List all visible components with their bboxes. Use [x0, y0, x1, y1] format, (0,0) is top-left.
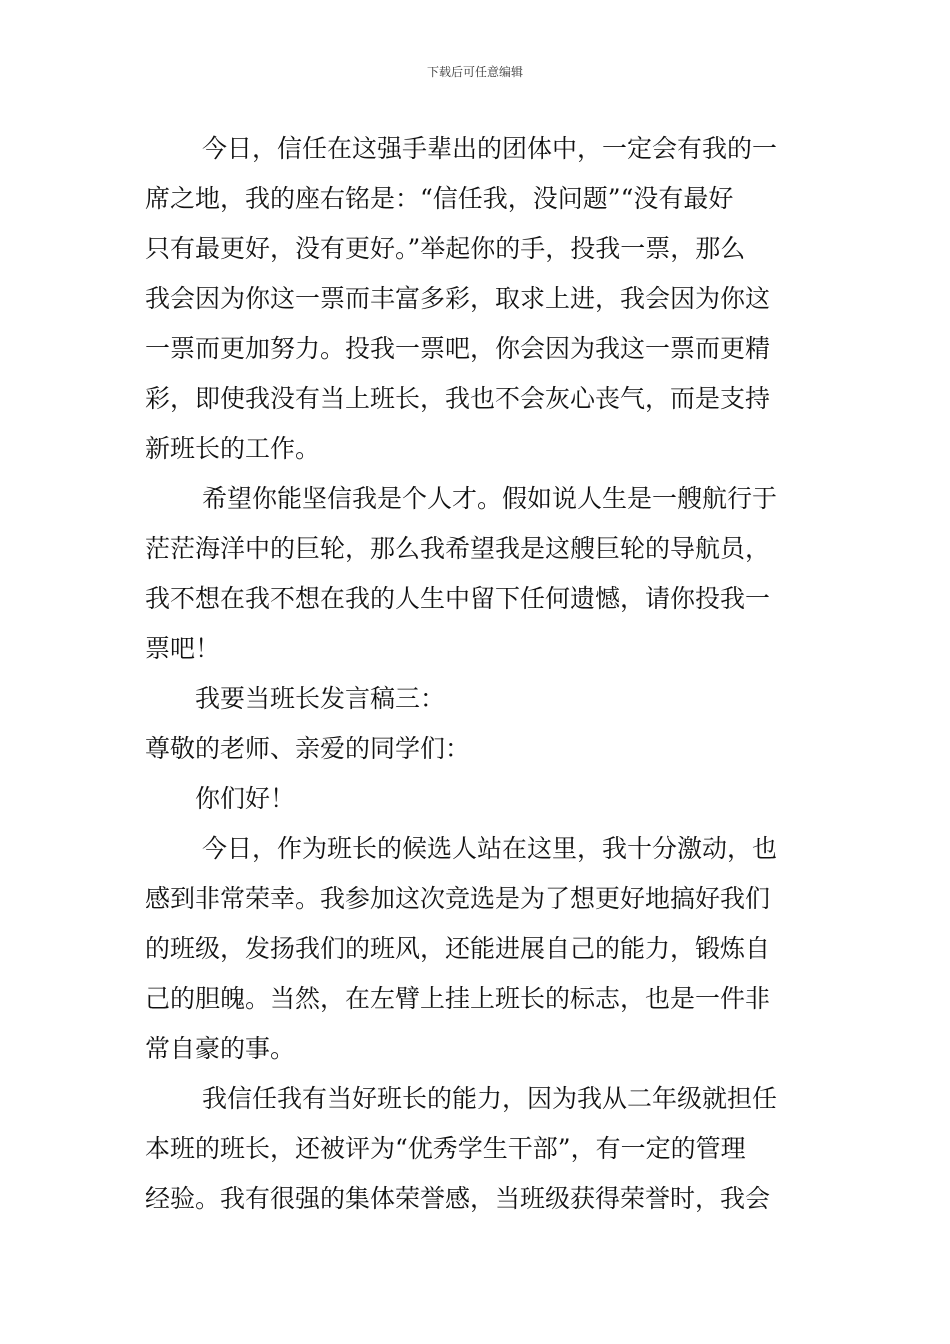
- salutation: 尊敬的老师、亲爱的同学们：: [145, 734, 471, 763]
- paragraph-line: 一票而更加努力。投我一票吧，你会因为我这一票而更精: [145, 334, 771, 363]
- paragraph-line: 席之地，我的座右铭是：“信任我，没问题”“没有最好: [145, 184, 734, 213]
- document-body: [145, 124, 805, 1224]
- paragraph-line: 本班的班长，还被评为“优秀学生干部”，有一定的管理: [145, 1134, 746, 1163]
- paragraph-line: 希望你能坚信我是个人才。假如说人生是一艘航行于: [202, 484, 778, 513]
- paragraph-line: 常自豪的事。: [145, 1034, 296, 1063]
- paragraph-line: 彩，即使我没有当上班长，我也不会灰心丧气，而是支持: [145, 384, 771, 413]
- paragraph-line: 经验。我有很强的集体荣誉感，当班级获得荣誉时，我会: [145, 1184, 771, 1213]
- paragraph-line: 的班级，发扬我们的班风，还能进展自己的能力，锻炼自: [145, 934, 771, 963]
- paragraph-line: 我不想在我不想在我的人生中留下任何遗憾，请你投我一: [145, 584, 771, 613]
- section-title: 我要当班长发言稿三：: [195, 684, 446, 713]
- paragraph-line: 今日，信任在这强手辈出的团体中，一定会有我的一: [202, 134, 778, 163]
- paragraph-line: 感到非常荣幸。我参加这次竞选是为了想更好地搞好我们: [145, 884, 771, 913]
- greeting: 你们好！: [195, 784, 296, 813]
- paragraph-line: 我信任我有当好班长的能力，因为我从二年级就担任: [202, 1084, 778, 1113]
- page-header: 下载后可任意编辑: [426, 65, 523, 79]
- paragraph-line: 票吧！: [145, 634, 221, 663]
- paragraph-line: 今日，作为班长的候选人站在这里，我十分激动，也: [202, 834, 778, 863]
- paragraph-line: 新班长的工作。: [145, 434, 321, 463]
- paragraph-line: 我会因为你这一票而丰富多彩，取求上进，我会因为你这: [145, 284, 771, 313]
- paragraph-line: 茫茫海洋中的巨轮，那么我希望我是这艘巨轮的导航员，: [145, 534, 771, 563]
- paragraph-line: 只有最更好，没有更好。”举起你的手，投我一票，那么: [145, 234, 746, 263]
- paragraph-line: 己的胆魄。当然，在左臂上挂上班长的标志，也是一件非: [145, 984, 771, 1013]
